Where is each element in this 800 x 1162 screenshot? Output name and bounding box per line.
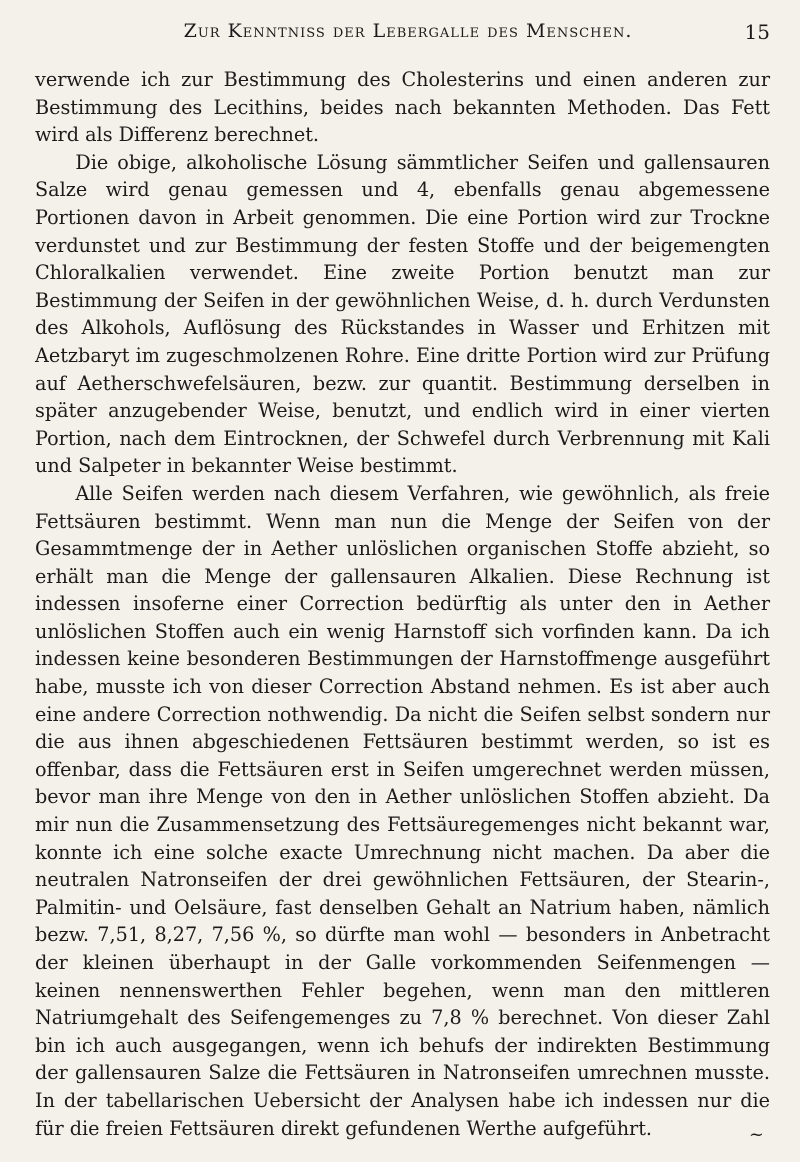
running-title: Zur Kenntniss der Lebergalle des Menschen. <box>183 20 633 42</box>
paragraph-2: Die obige, alkoholische Lösung sämmtlicher Seifen und gallensauren Salze wird genau gemessen und 4, ebenfalls genau abgemessene Portionen davon in Arbeit genommen. Die eine Portion wird zur Trockne verdunstet und zur Bestimmung der festen Stoffe und der beigemengten Chloralkalien verwendet. Eine zweite Portion benutzt man zur Bestimmung der Seifen in der gewöhnlichen Weise, d. h. durch Verdunsten des Alkohols, Auflösung des Rückstandes in Wasser und Erhitzen mit Aetzbaryt im zugeschmolzenen Rohre. Eine dritte Portion wird zur Prüfung auf Aetherschwefelsäuren, bezw. zur quantit. Bestimmung derselben in später anzugebender Weise, benutzt, und endlich wird in einer vierten Portion, nach dem Eintrocknen, der Schwefel durch Verbrennung mit Kali und Salpeter in bekannter Weise bestimmt. <box>35 150 770 478</box>
paragraph-3: Alle Seifen werden nach diesem Verfahren, wie gewöhnlich, als freie Fettsäuren bestimmt. Wenn man nun die Menge der Seifen von der Gesammtmenge der in Aether unlöslichen organischen Stoffe abzieht, so erhält man die Menge der gallensauren Alkalien. Diese Rechnung ist indessen insoferne einer Correction bedürftig als unter den in Aether unlöslichen Stoffen auch ein wenig Harnstoff sich vorfinden kann. Da ich indessen keine besonderen Bestimmungen der Harnstoffmenge ausgeführt habe, musste ich von dieser Correction Abstand nehmen. Es ist aber auch eine andere Correction nothwendig. Da nicht die Seifen selbst sondern nur die aus ihnen abgeschiedenen Fettsäuren bestimmt werden, so ist es offenbar, dass die Fettsäuren erst in Seifen umgerechnet werden müssen, bevor man ihre Menge von den in Aether unlöslichen Stoffen abzieht. Da mir nun die Zusammensetzung des Fettsäuregemenges nicht bekannt war, konnte ich eine solche exacte Umrechnung nicht machen. Da aber die neutralen Natronseifen der drei gewöhnlichen Fettsäuren, der Stearin-, Palmitin- und Oelsäure, fast denselben Gehalt an Natrium haben, nämlich bezw. 7,51, 8,27, 7,56 %, so dürfte man wohl — besonders in Anbetracht der kleinen überhaupt in der Galle vorkommenden Seifenmengen — keinen nennenswerthen Fehler begehen, wenn man den mittleren Natriumgehalt des Seifengemenges zu 7,8 % berechnet. Von dieser Zahl bin ich auch ausgegangen, wenn ich behufs der indirekten Bestimmung der gallensauren Salze die Fettsäuren in Natronseifen umrechnen musste. In der tabellarischen Uebersicht der Analysen habe ich indessen nur die für die freien Fettsäuren direkt gefundenen Werthe aufgeführt. <box>35 481 770 1140</box>
page-number: 15 <box>744 20 770 44</box>
paragraph-1: verwende ich zur Bestimmung des Cholesterins und einen anderen zur Bestimmung des Lecithins, beides nach bekannten Methoden. Das Fett wird als Differenz berechnet. <box>35 68 770 147</box>
catchword-mark: ~ <box>748 1124 764 1145</box>
body-text <box>35 66 770 1142</box>
